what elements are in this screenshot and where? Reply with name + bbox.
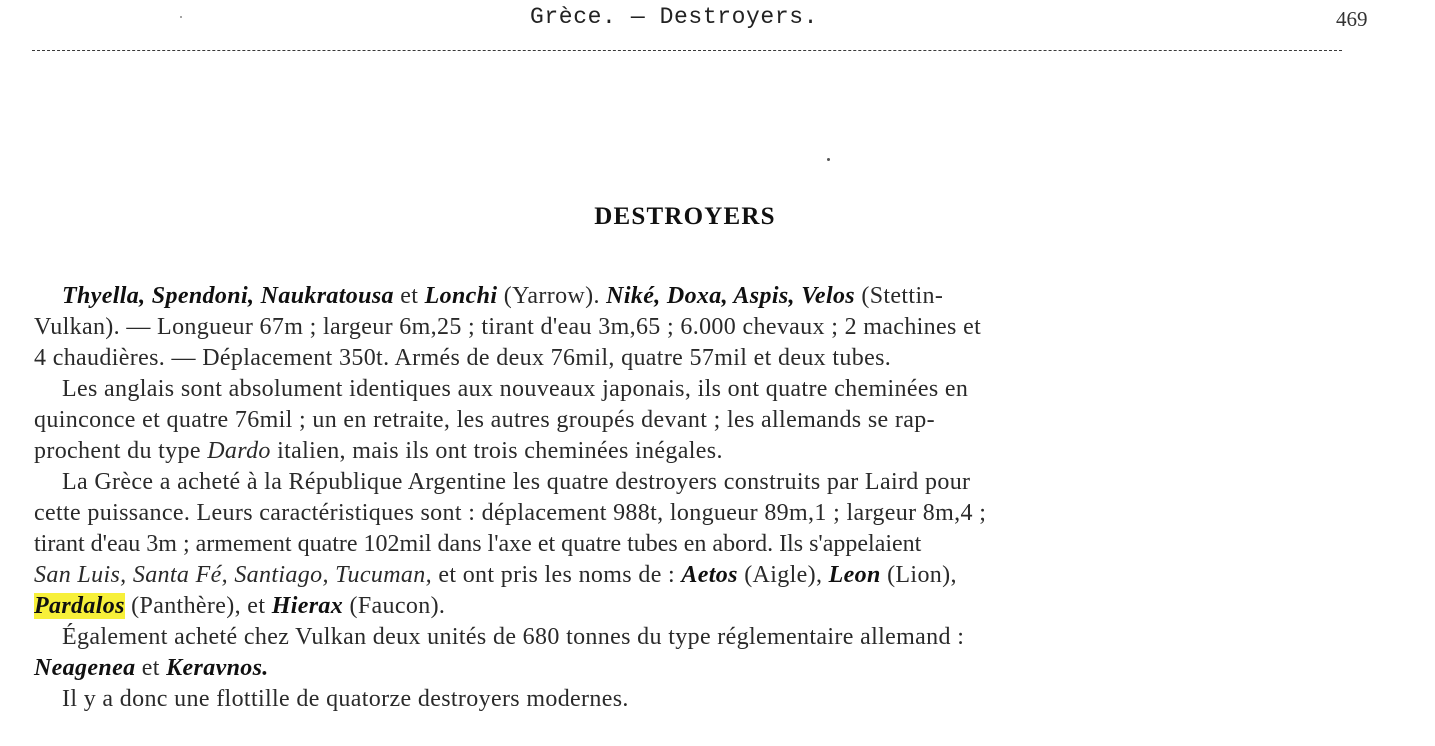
text-line: Pardalos (Panthère), et Hierax (Faucon). — [34, 593, 446, 619]
text-line: Neagenea et Keravnos. — [34, 655, 269, 681]
text-line: San Luis, Santa Fé, Santiago, Tucuman, et ont pris les noms de : Aetos (Aigle), Leon (Lion), — [34, 562, 957, 588]
section-title: DESTROYERS — [594, 203, 776, 230]
text-line: tirant d'eau 3m ; armement quatre 102mil dans l'axe et quatre tubes en abord. Ils s'appelaient — [34, 531, 922, 557]
text-line: 4 chaudières. — Déplacement 350t. Armés de deux 76mil, quatre 57mil et deux tubes. — [34, 345, 892, 371]
text-line: Les anglais sont absolument identiques aux nouveaux japonais, ils ont quatre cheminées en — [62, 376, 969, 402]
text-line: Également acheté chez Vulkan deux unités de 680 tonnes du type réglementaire allemand : — [62, 624, 965, 650]
text-line: Vulkan). — Longueur 67m ; largeur 6m,25 ; tirant d'eau 3m,65 ; 6.000 chevaux ; 2 machines et — [34, 314, 982, 340]
ink-speck — [180, 16, 182, 18]
text-line: quinconce et quatre 76mil ; un en retraite, les autres groupés devant ; les allemands se rap- — [34, 407, 935, 433]
header-rule — [32, 50, 1342, 51]
page-number: 469 — [1336, 7, 1368, 31]
ink-speck — [827, 158, 830, 161]
running-header: Grèce. — Destroyers. — [530, 4, 819, 30]
highlighted-ship-name: Pardalos — [34, 593, 125, 619]
text-line: Thyella, Spendoni, Naukratousa et Lonchi (Yarrow). Niké, Doxa, Aspis, Velos (Stettin- — [62, 283, 944, 309]
text-line: cette puissance. Leurs caractéristiques sont : déplacement 988t, longueur 89m,1 ; largeur 8m,4 ; — [34, 500, 987, 526]
text-line: Il y a donc une flottille de quatorze destroyers modernes. — [62, 686, 629, 712]
body-text — [34, 281, 1354, 715]
text-line: La Grèce a acheté à la République Argentine les quatre destroyers construits par Laird pour — [62, 469, 971, 495]
text-line: prochent du type Dardo italien, mais ils ont trois cheminées inégales. — [34, 438, 723, 464]
